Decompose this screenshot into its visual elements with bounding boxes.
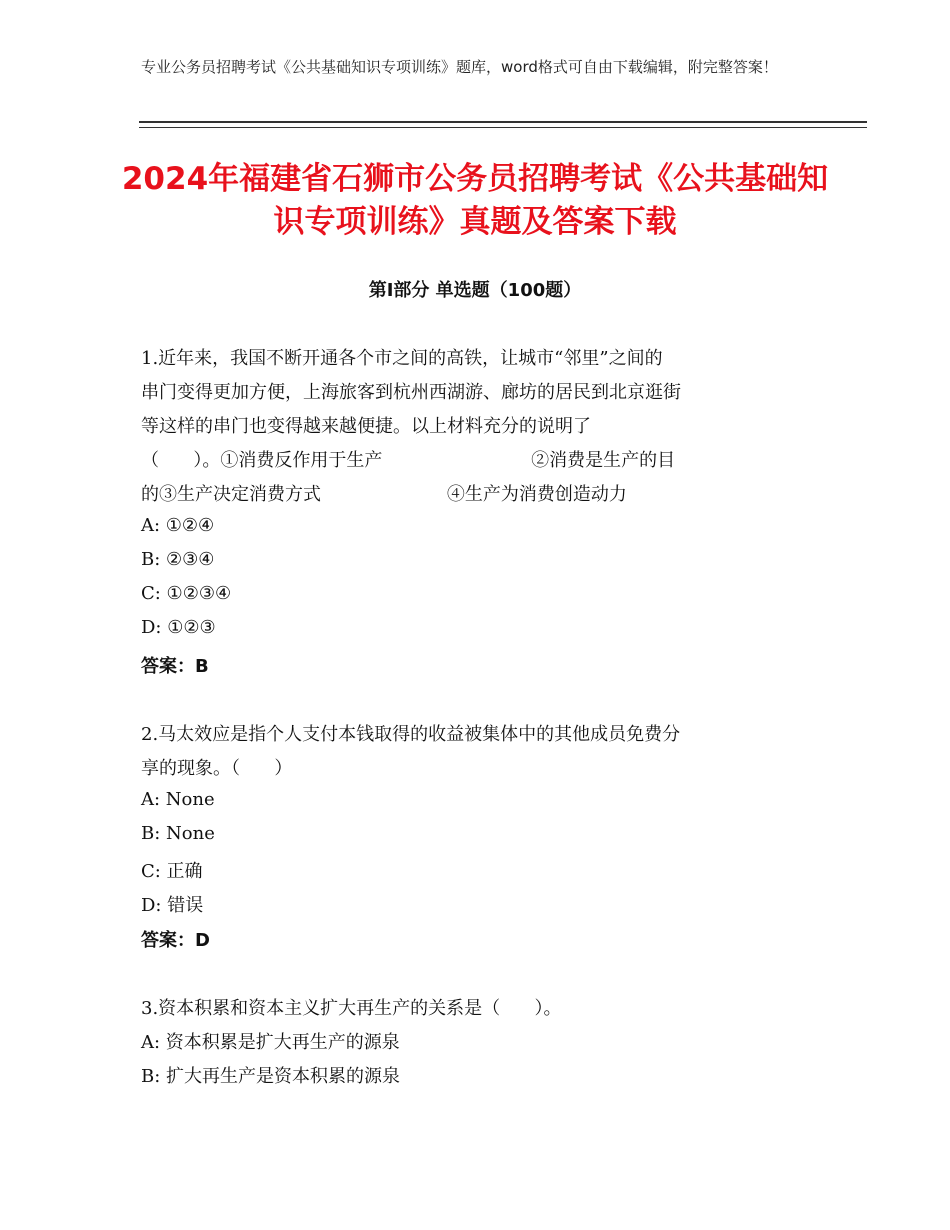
answer: 答案：B [141,656,209,677]
question-stem-line: （ ）。①消费反作用于生产 ②消费是生产的目 [141,450,676,471]
question-stem-line: 的③生产决定消费方式 ④生产为消费创造动力 [141,484,627,505]
question-stem-line: 享的现象。（ ） [141,758,293,779]
section-heading: 第Ⅰ部分 单选题（100题） [368,280,582,301]
question-stem-line: 1.近年来，我国不断开通各个市之间的高铁，让城市“邻里”之间的 [141,348,663,369]
option-b: B: 扩大再生产是资本积累的源泉 [141,1066,401,1087]
option-a: A: ①②④ [141,515,215,536]
option-a: A: None [141,789,215,810]
question-stem-line: 2.马太效应是指个人支付本钱取得的收益被集体中的其他成员免费分 [141,724,681,745]
header-note: 专业公务员招聘考试《公共基础知识专项训练》题库，word格式可自由下载编辑，附完整答案！ [141,58,778,76]
header-rule-thin [139,127,867,128]
question-stem-line: 3.资本积累和资本主义扩大再生产的关系是（ ）。 [141,998,562,1019]
answer: 答案：D [141,930,210,951]
option-a: A: 资本积累是扩大再生产的源泉 [141,1032,400,1053]
option-b: B: ②③④ [141,549,215,570]
option-c: C: ①②③④ [141,583,232,604]
header-rule-thick [139,121,867,123]
option-c: C: 正确 [141,861,203,882]
question-stem-line: 串门变得更加方便，上海旅客到杭州西湖游、廊坊的居民到北京逛街 [141,382,681,403]
question-stem-line: 等这样的串门也变得越来越便捷。以上材料充分的说明了 [141,416,591,437]
document-title: 2024年福建省石狮市公务员招聘考试《公共基础知识专项训练》真题及答案下载 [121,161,829,240]
option-b: B: None [141,823,215,844]
option-d: D: ①②③ [141,617,216,638]
option-d: D: 错误 [141,895,204,916]
